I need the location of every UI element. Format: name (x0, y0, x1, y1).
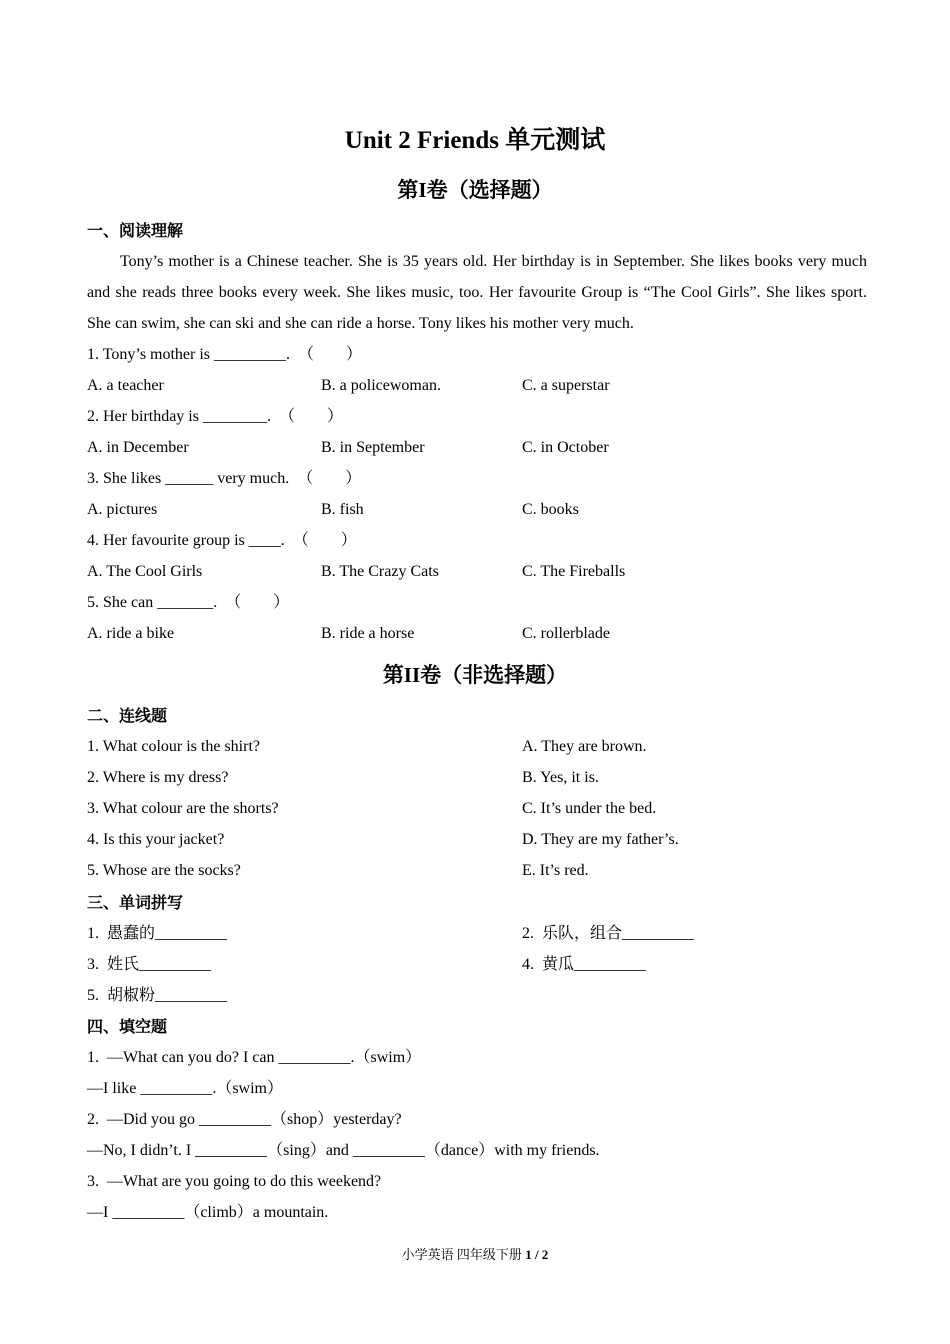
q4-option-a: A. The Cool Girls (87, 563, 203, 580)
match-right-b: B. Yes, it is. (522, 769, 599, 786)
match-left-2: 2. Where is my dress? (87, 769, 229, 786)
match-right-c: C. It’s under the bed. (522, 800, 657, 817)
section4-heading: 四、填空题 (87, 1017, 168, 1036)
section1-heading: 一、阅读理解 (87, 221, 184, 240)
match-right-a: A. They are brown. (522, 738, 647, 755)
match-right-d: D. They are my father’s. (522, 831, 679, 848)
q5-option-b: B. ride a horse (321, 625, 415, 642)
fill-line-5: 3. —What are you going to do this weekend? (87, 1173, 382, 1190)
question-4: 4. Her favourite group is ____. （ ） (87, 532, 357, 549)
q3-option-c: C. books (522, 501, 579, 518)
question-2: 2. Her birthday is ________. （ ） (87, 408, 343, 425)
spelling-item-1: 1. 愚蠢的_________ (87, 925, 228, 942)
match-left-3: 3. What colour are the shorts? (87, 800, 279, 817)
q3-option-a: A. pictures (87, 501, 158, 518)
fill-line-6: —I _________（climb）a mountain. (87, 1204, 329, 1221)
part1-title: 第I卷（选择题） (397, 178, 553, 202)
match-left-1: 1. What colour is the shirt? (87, 738, 260, 755)
spelling-item-2: 2. 乐队，组合_________ (522, 925, 695, 942)
section2-heading: 二、连线题 (87, 706, 168, 725)
q3-option-b: B. fish (321, 501, 364, 518)
fill-line-1: 1. —What can you do? I can _________.（swim） (87, 1049, 422, 1066)
q4-option-c: C. The Fireballs (522, 563, 626, 580)
q5-option-c: C. rollerblade (522, 625, 610, 642)
question-1: 1. Tony’s mother is _________. （ ） (87, 346, 363, 363)
spelling-item-3: 3. 姓氏_________ (87, 956, 212, 973)
spelling-item-5: 5. 胡椒粉_________ (87, 987, 228, 1004)
q2-option-a: A. in December (87, 439, 189, 456)
match-right-e: E. It’s red. (522, 862, 589, 879)
q1-option-b: B. a policewoman. (321, 377, 441, 394)
q2-option-c: C. in October (522, 439, 609, 456)
match-left-4: 4. Is this your jacket? (87, 831, 225, 848)
fill-line-3: 2. —Did you go _________（shop）yesterday? (87, 1111, 402, 1128)
fill-line-4: —No, I didn’t. I _________（sing）and _________（dance）with my friends. (87, 1142, 600, 1159)
section3-heading: 三、单词拼写 (87, 893, 184, 912)
page-title: Unit 2 Friends 单元测试 (344, 127, 606, 154)
q1-option-c: C. a superstar (522, 377, 610, 394)
part2-title: 第II卷（非选择题） (382, 663, 568, 687)
q5-option-a: A. ride a bike (87, 625, 175, 642)
page-footer (0, 1246, 950, 1264)
q4-option-b: B. The Crazy Cats (321, 563, 439, 580)
fill-line-2: —I like _________.（swim） (87, 1080, 283, 1097)
match-left-5: 5. Whose are the socks? (87, 862, 241, 879)
q2-option-b: B. in September (321, 439, 425, 456)
q1-option-a: A. a teacher (87, 377, 164, 394)
spelling-item-4: 4. 黄瓜_________ (522, 956, 647, 973)
reading-passage: Tony’s mother is a Chinese teacher. She is 35 years old. Her birthday is in September. She likes books very much and she reads three books every week. She likes music, too. Her favourite Group is “The Cool Girls”. She likes sport. She can swim, she can ski and she can ride a horse. Tony likes his mother very much. (87, 253, 867, 332)
question-3: 3. She likes ______ very much. （ ） (87, 470, 362, 487)
question-5: 5. She can _______. （ ） (87, 594, 290, 611)
footer-text: 小学英语 四年级下册 (401, 1247, 526, 1262)
page-number: 1 / 2 (525, 1247, 549, 1262)
